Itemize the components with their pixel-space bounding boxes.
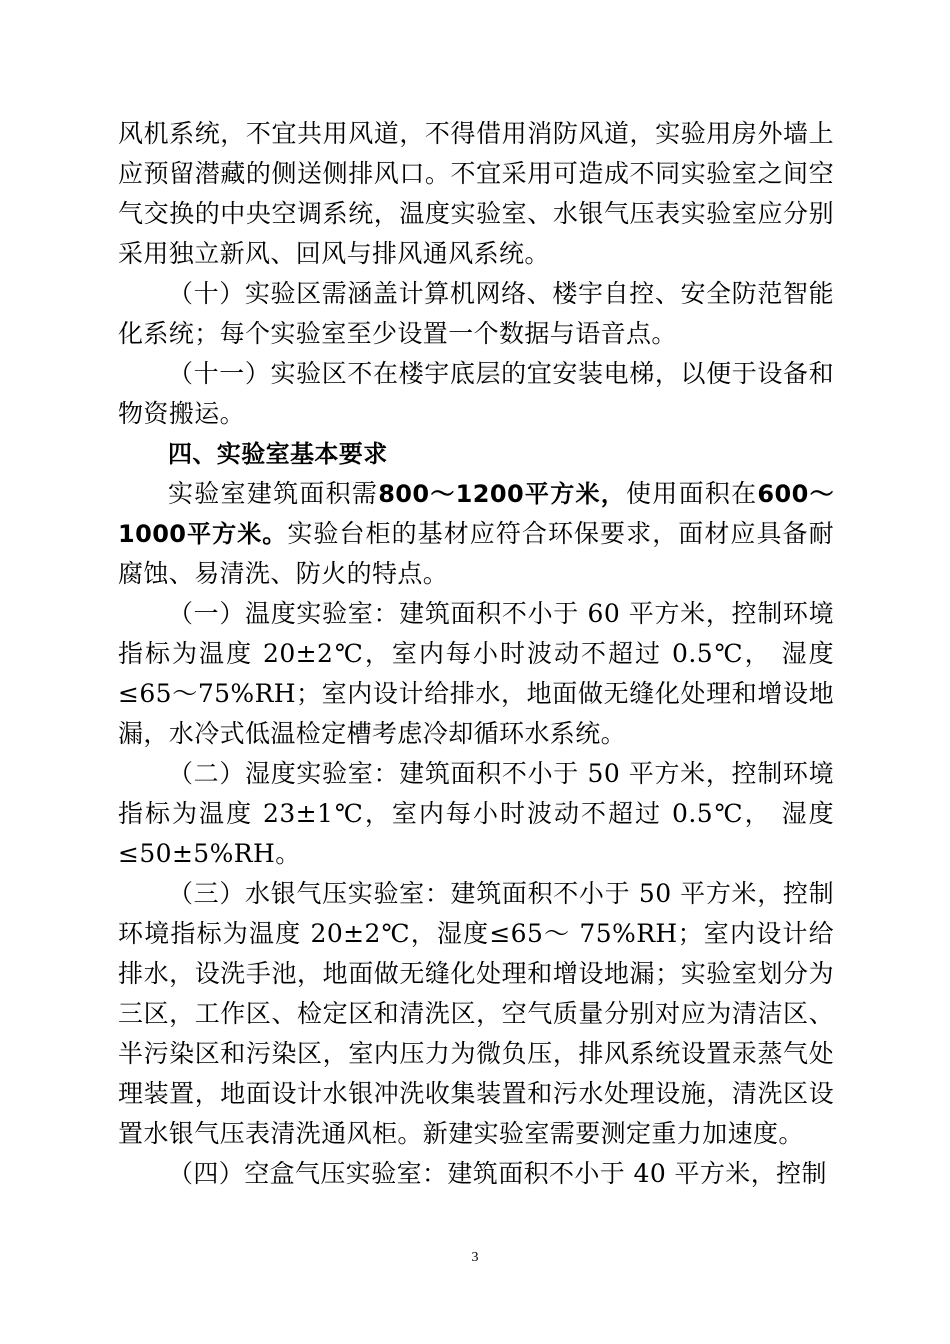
paragraph-item-10: （十）实验区需涵盖计算机网络、楼宇自控、安全防范智能化系统；每个实验室至少设置一个数据与语音点。 [118, 279, 834, 348]
paragraph-item-11: （十一）实验区不在楼宇底层的宜安装电梯，以便于设备和物资搬运。 [118, 359, 834, 428]
paragraph-temperature-lab: （一）温度实验室：建筑面积不小于 60 平方米，控制环境指标为温度 20±2℃，室内每小时波动不超过 0.5℃， 湿度≤65～75%RH；室内设计给排水，地面做无缝化处理和增设地漏，水冷式低温检定槽考虑冷却循环水系统。 [118, 599, 834, 748]
paragraph-ventilation: 风机系统，不宜共用风道，不得借用消防风道，实验用房外墙上应预留潜藏的侧送侧排风口。不宜采用可造成不同实验室之间空气交换的中央空调系统，温度实验室、水银气压表实验室应分别采用独立新风、回风与排风通风系统。 [118, 119, 834, 268]
paragraph-aneroid-barometer-lab: （四）空盒气压实验室：建筑面积不小于 40 平方米，控制 [168, 1159, 827, 1188]
paragraph-area-requirements [118, 474, 834, 594]
paragraph-mercury-barometer-lab: （三）水银气压实验室：建筑面积不小于 50 平方米，控制环境指标为温度 20±2℃，湿度≤65～ 75%RH；室内设计给排水，设洗手池，地面做无缝化处理和增设地漏；实验室划分为三区，工作区、检定区和清洗区，空气质量分别对应为清洁区、半污染区和污染区，室内压力为微负压，排风系统设置汞蒸气处理装置，地面设计水银冲洗收集装置和污水处理设施，清洗区设置水银气压表清洗通风柜。新建实验室需要测定重力加速度。 [118, 879, 834, 1148]
area-usable-range: 600～1000平方米。 [118, 480, 834, 548]
area-text-1: 实验室建筑面积需 [168, 479, 379, 508]
area-text-3: 实验台柜的基材应符合环保要求，面材应具备耐腐蚀、易清洗、防火的特点。 [118, 519, 835, 588]
area-building-range: 800～1200平方米， [378, 480, 627, 508]
page-number: 3 [471, 1250, 479, 1265]
section-heading: 四、实验室基本要求 [168, 440, 388, 468]
paragraph-humidity-lab: （二）湿度实验室：建筑面积不小于 50 平方米，控制环境指标为温度 23±1℃，室内每小时波动不超过 0.5℃， 湿度≤50±5%RH。 [118, 759, 834, 868]
area-text-2: 使用面积在 [626, 479, 758, 508]
document-body [118, 114, 834, 1194]
